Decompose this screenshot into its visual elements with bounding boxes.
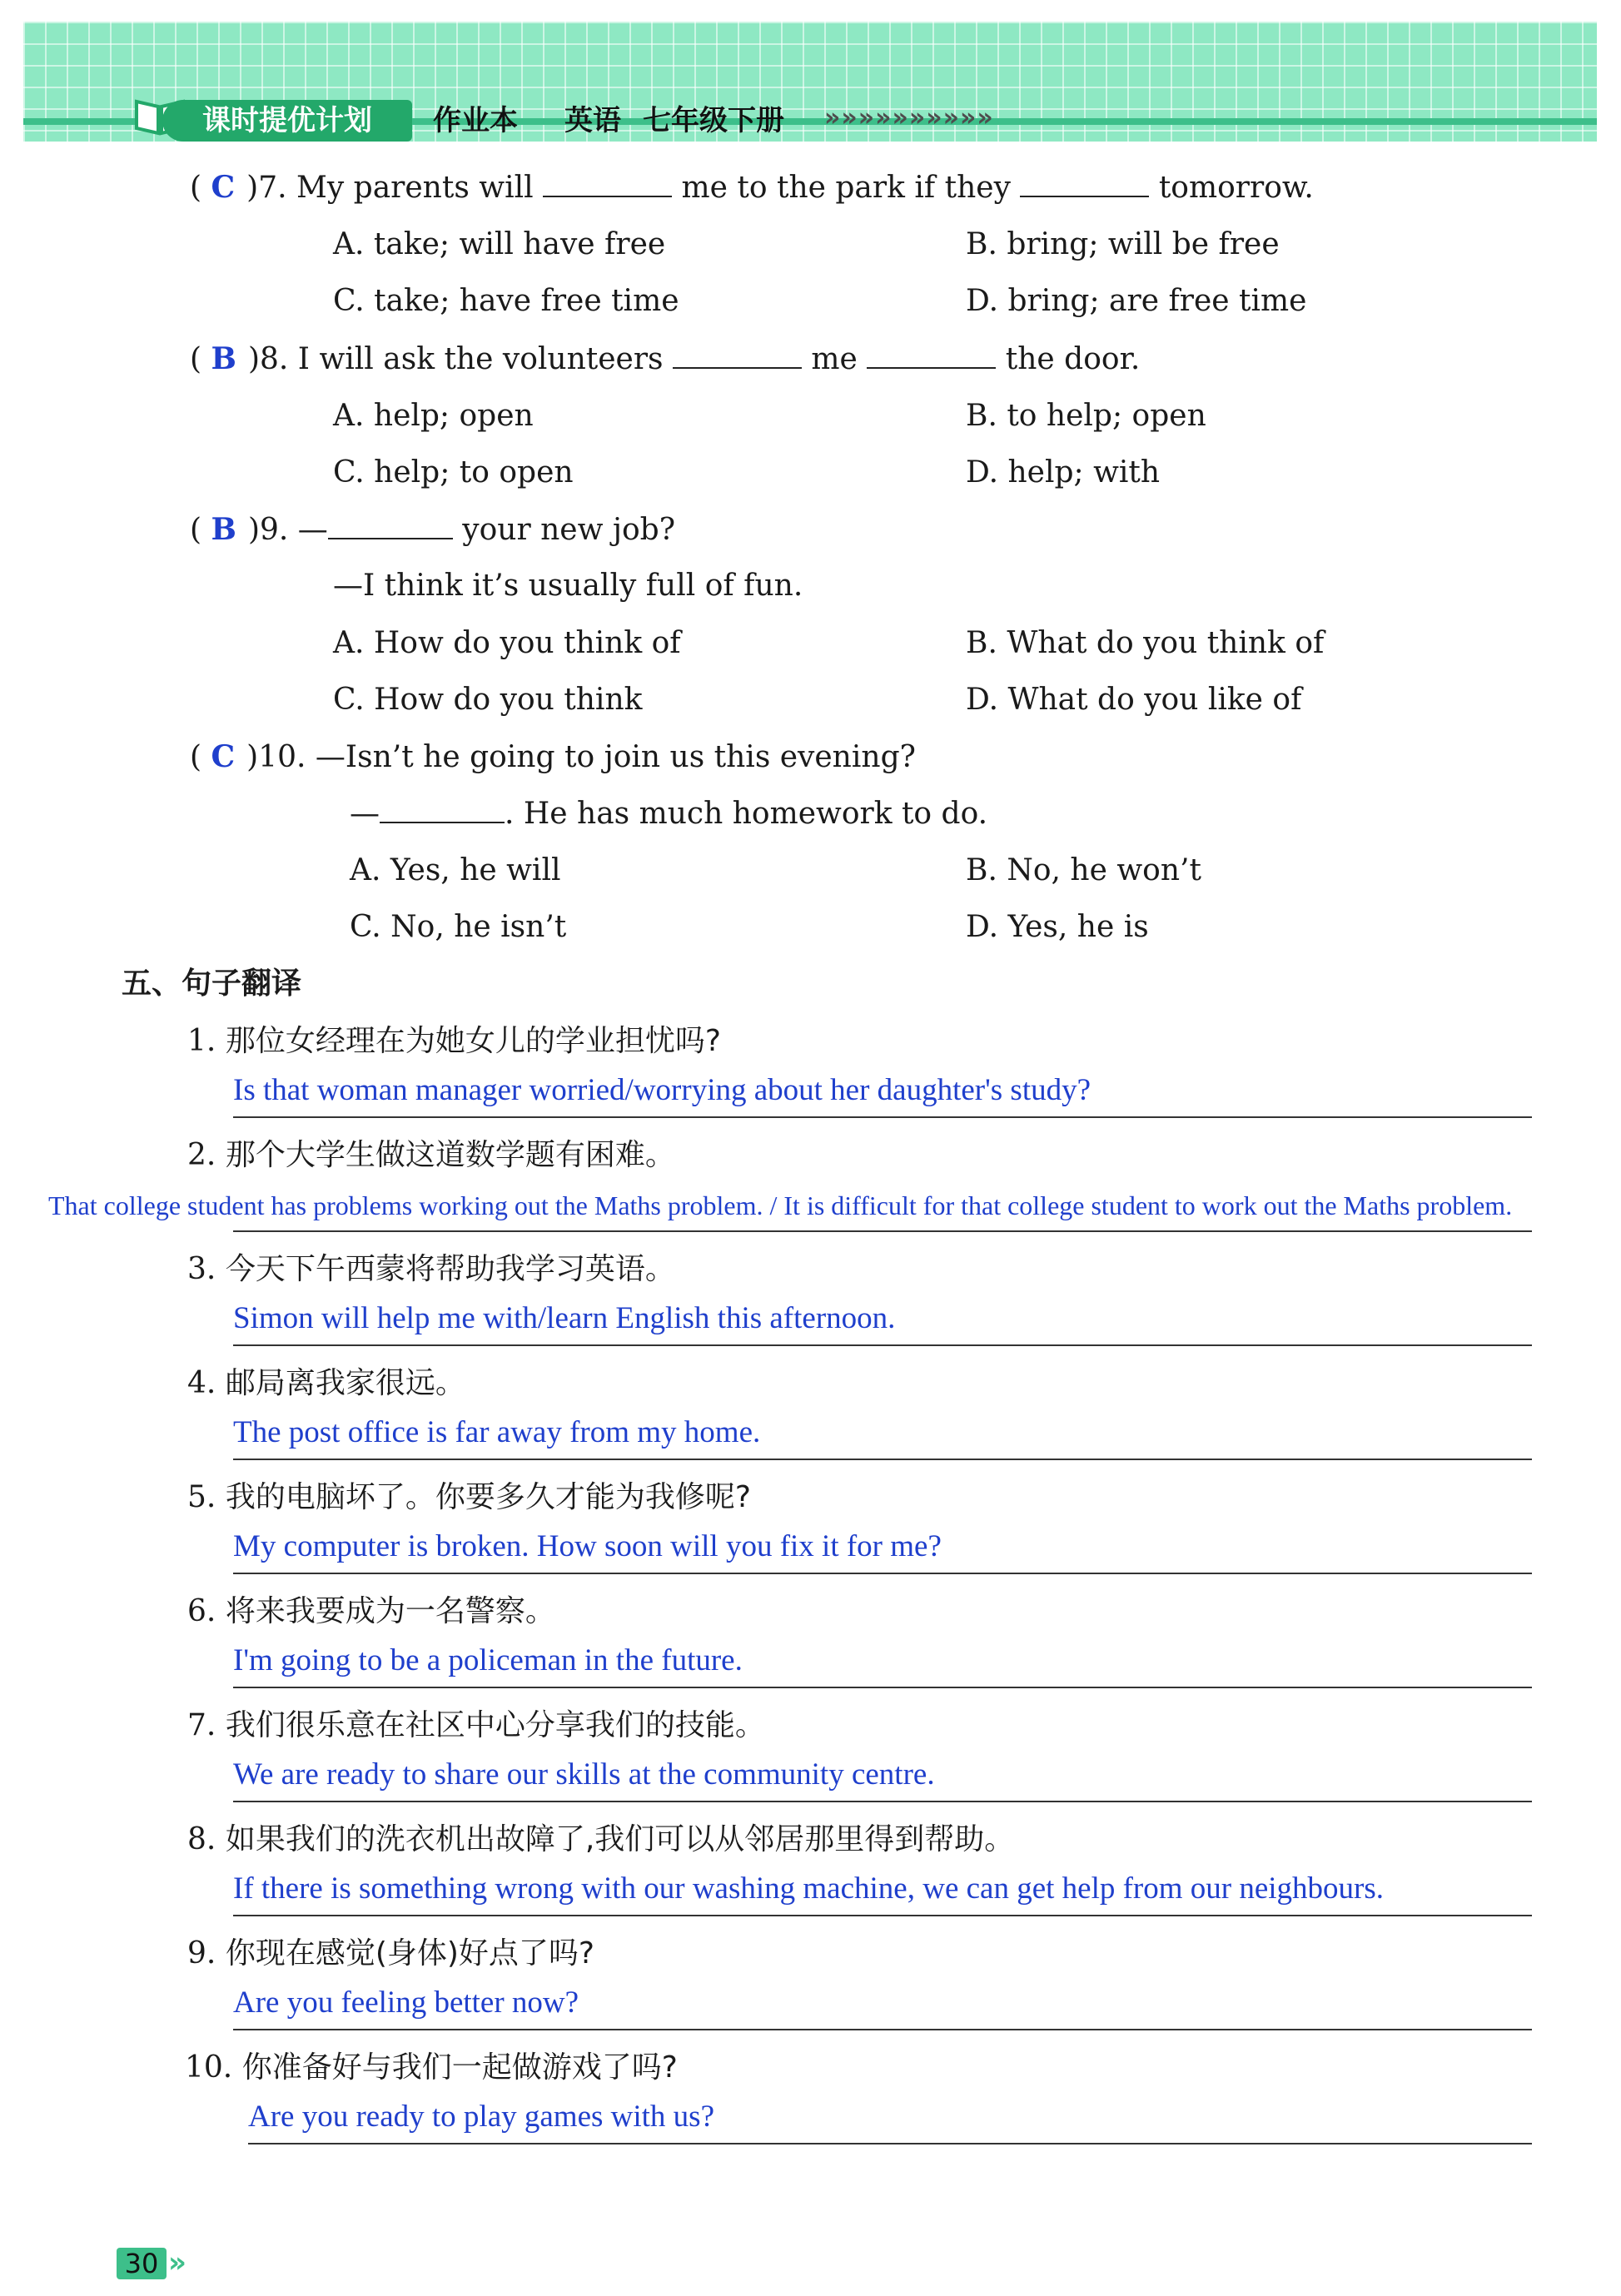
option-d: D. bring; are free time (966, 284, 1307, 318)
answer: C (211, 170, 236, 205)
answer: B (211, 341, 236, 376)
translation-answer: My computer is broken. How soon will you fix it for me? (233, 1529, 942, 1563)
answer: C (211, 739, 236, 774)
option-a: A. How do you think of (333, 626, 681, 660)
question-8: ( B )8. I will ask the volunteers me the door. (190, 341, 1141, 376)
book-type: 作业本 (433, 104, 518, 137)
translation-item: 6. 将来我要成为一名警察。 (187, 1594, 555, 1628)
translation-answer: We are ready to share our skills at the community centre. (233, 1757, 935, 1792)
translation-answer: Is that woman manager worried/worrying about her daughter's study? (233, 1073, 1091, 1107)
answer-line (233, 1230, 1532, 1232)
translation-answer: Are you feeling better now? (233, 1985, 579, 2020)
translation-answer: If there is something wrong with our washing machine, we can get help from our neighbours. (233, 1871, 1385, 1906)
option-a: A. take; will have free (333, 227, 666, 261)
header-chevrons: »»»»»»»»»» (824, 103, 994, 132)
translation-item: 9. 你现在感觉(身体)好点了吗? (187, 1936, 595, 1970)
translation-item: 1. 那位女经理在为她女儿的学业担忧吗? (187, 1024, 721, 1058)
translation-answer: The post office is far away from my home. (233, 1415, 761, 1449)
option-b: B. bring; will be free (966, 227, 1280, 261)
answer-line (248, 2143, 1532, 2144)
reply: — . He has much homework to do. (350, 797, 988, 831)
answer-line (233, 1687, 1532, 1688)
option-b: B. No, he won’t (966, 853, 1201, 887)
subject: 英语 (564, 104, 621, 137)
option-c: C. How do you think (333, 683, 643, 717)
translation-item: 5. 我的电脑坏了。你要多久才能为我修呢? (187, 1480, 751, 1514)
reply: —I think it’s usually full of fun. (333, 569, 803, 603)
option-d: D. Yes, he is (966, 910, 1149, 944)
translation-item: 3. 今天下午西蒙将帮助我学习英语。 (187, 1252, 675, 1286)
answer-line (233, 1459, 1532, 1460)
option-d: D. What do you like of (966, 683, 1302, 717)
question-10: ( C )10. —Isn’t he going to join us this evening? (190, 739, 916, 774)
translation-item: 4. 邮局离我家很远。 (187, 1366, 465, 1400)
answer-line (233, 1116, 1532, 1118)
answer: B (211, 512, 236, 547)
section-title: 五、句子翻译 (122, 967, 302, 1001)
translation-item: 10. 你准备好与我们一起做游戏了吗? (185, 2050, 678, 2085)
translation-item: 2. 那个大学生做这道数学题有困难。 (187, 1138, 675, 1172)
option-c: C. help; to open (333, 455, 574, 490)
chevron-right-icon: » (168, 2246, 186, 2279)
translation-item: 8. 如果我们的洗衣机出故障了,我们可以从邻居那里得到帮助。 (187, 1822, 1015, 1856)
option-c: C. No, he isn’t (350, 910, 567, 944)
question-9: ( B )9. — your new job? (190, 512, 676, 547)
option-a: A. help; open (333, 399, 534, 433)
translation-item: 7. 我们很乐意在社区中心分享我们的技能。 (187, 1708, 765, 1742)
option-d: D. help; with (966, 455, 1161, 490)
translation-answer: That college student has problems working out the Maths problem. / It is difficult for that college student to work out the Maths problem. (48, 1190, 1513, 1220)
grade: 七年级下册 (643, 104, 784, 137)
answer-line (233, 2029, 1532, 2030)
answer-line (233, 1915, 1532, 1916)
answer-line (233, 1801, 1532, 1802)
question-7: ( C )7. My parents will me to the park if they tomorrow. (190, 170, 1314, 205)
option-a: A. Yes, he will (350, 853, 561, 887)
page-number: 30 (117, 2248, 167, 2279)
translation-answer: Are you ready to play games with us? (248, 2100, 714, 2134)
answer-line (233, 1573, 1532, 1574)
answer-line (233, 1344, 1532, 1346)
option-c: C. take; have free time (333, 284, 679, 318)
translation-answer: Simon will help me with/learn English this afternoon. (233, 1301, 896, 1335)
option-b: B. to help; open (966, 399, 1206, 433)
option-b: B. What do you think of (966, 626, 1325, 660)
translation-answer: I'm going to be a policeman in the future. (233, 1643, 743, 1677)
series-badge: 课时提优计划 (162, 100, 412, 142)
